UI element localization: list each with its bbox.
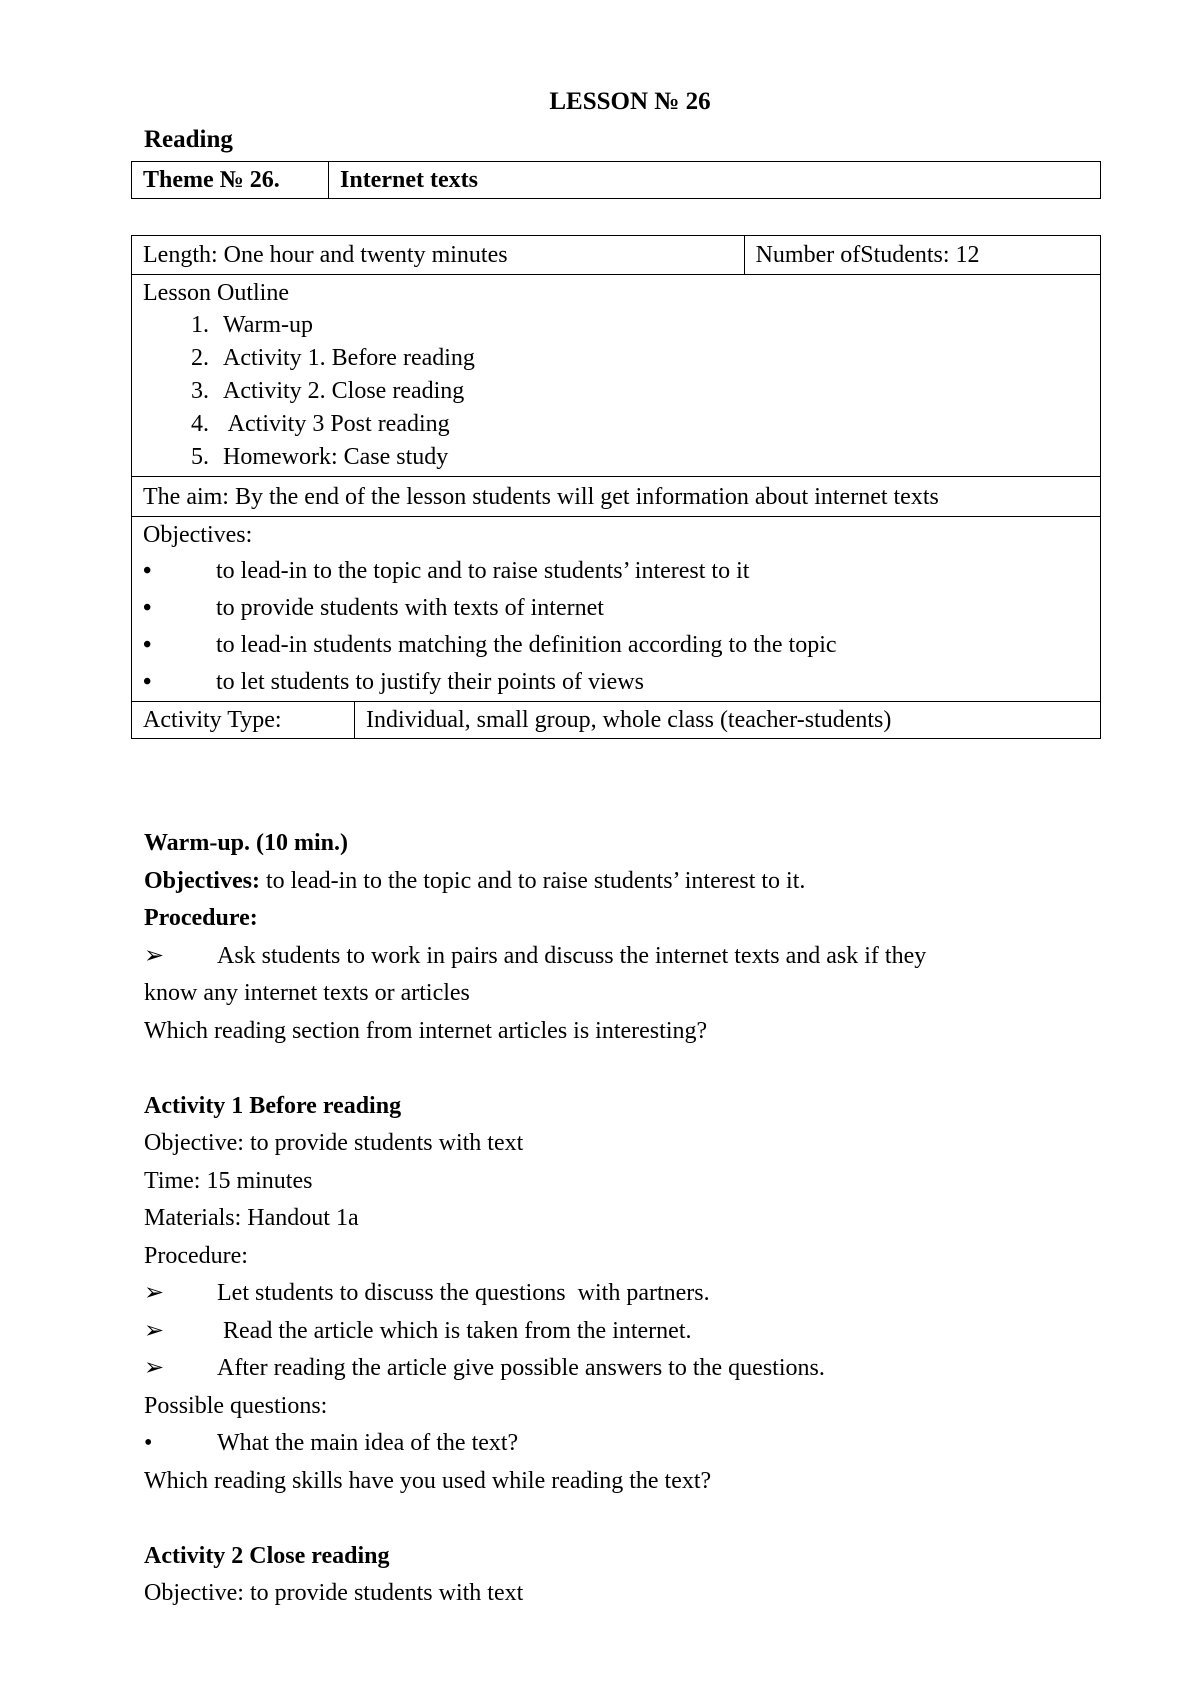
warmup-objectives xyxy=(144,863,1084,901)
activity1-step-text: After reading the article give possible answers to the questions. xyxy=(217,1355,825,1381)
lesson-subtitle: Reading xyxy=(144,126,233,153)
activity1-materials: Materials: Handout 1a xyxy=(144,1205,359,1231)
objectives-cell xyxy=(132,517,1101,702)
students-cell: Number ofStudents: 12 xyxy=(744,236,1100,275)
warmup-heading: Warm-up. (10 min.) xyxy=(144,830,348,856)
objective-text: to lead-in to the topic and to raise students’ interest to it xyxy=(216,558,750,584)
objective-item xyxy=(143,590,1089,627)
activity1-question2: Which reading skills have you used while reading the text? xyxy=(144,1467,712,1494)
warmup-step-text: Ask students to work in pairs and discuss the internet texts and ask if they xyxy=(217,942,927,969)
outline-list xyxy=(143,309,1089,476)
activity1-objective: Objective: to provide students with text xyxy=(144,1130,524,1156)
outline-title: Lesson Outline xyxy=(143,280,289,306)
outline-item: 5. Homework: Case study xyxy=(215,441,1089,474)
bullet-icon: • xyxy=(143,632,152,658)
objectives-title: Objectives: xyxy=(143,522,253,548)
bullet-icon: • xyxy=(143,558,152,584)
objective-text: to lead-in students matching the definition according to the topic xyxy=(216,632,837,658)
activity1-step xyxy=(144,1313,1084,1351)
objective-item xyxy=(143,627,1089,664)
objective-text: to let students to justify their points of views xyxy=(216,669,644,695)
lesson-body xyxy=(144,825,1084,1613)
warmup-objectives-text: to lead-in to the topic and to raise students’ interest to it. xyxy=(259,867,806,894)
activity1-step-text: Let students to discuss the questions with partners. xyxy=(217,1280,710,1306)
outline-cell xyxy=(132,275,1101,477)
activity1-procedure: Procedure: xyxy=(144,1242,248,1269)
objective-item xyxy=(143,553,1089,590)
outline-item: 3. Activity 2. Close reading xyxy=(215,375,1089,408)
activity1-question-text: What the main idea of the text? xyxy=(217,1430,519,1456)
theme-label: Theme № 26. xyxy=(132,162,329,199)
warmup-step-cont: know any internet texts or articles xyxy=(144,980,470,1006)
activity2-objective: Objective: to provide students with text xyxy=(144,1580,524,1606)
arrow-icon: ➢ xyxy=(144,942,165,969)
outline-item: 4. Activity 3 Post reading xyxy=(215,408,1089,441)
objective-item xyxy=(143,664,1089,701)
outline-item: 1. Warm-up xyxy=(215,309,1089,342)
arrow-icon: ➢ xyxy=(144,1355,165,1381)
lesson-title: LESSON № 26 xyxy=(549,88,711,115)
theme-table xyxy=(131,161,1101,199)
activity-type-value: Individual, small group, whole class (teacher-students) xyxy=(355,702,1101,739)
activity1-step-text: Read the article which is taken from the internet. xyxy=(217,1317,692,1344)
length-cell: Length: One hour and twenty minutes xyxy=(132,236,745,275)
bullet-icon: • xyxy=(143,595,152,621)
possible-questions-label: Possible questions: xyxy=(144,1392,328,1419)
bullet-icon: • xyxy=(144,1430,153,1456)
warmup-step xyxy=(144,938,1084,976)
objective-text: to provide students with texts of internet xyxy=(216,595,604,621)
warmup-question: Which reading section from internet articles is interesting? xyxy=(144,1017,708,1044)
warmup-objectives-label: Objectives: xyxy=(144,867,260,894)
outline-item: 2. Activity 1. Before reading xyxy=(215,342,1089,375)
bullet-icon: • xyxy=(143,669,152,695)
activity-type-label: Activity Type: xyxy=(132,702,355,739)
activity1-heading: Activity 1 Before reading xyxy=(144,1092,402,1119)
activity1-time: Time: 15 minutes xyxy=(144,1167,313,1194)
arrow-icon: ➢ xyxy=(144,1317,165,1344)
activity1-step xyxy=(144,1275,1084,1313)
aim-cell: The aim: By the end of the lesson students will get information about internet texts xyxy=(132,477,1101,517)
arrow-icon: ➢ xyxy=(144,1280,165,1306)
activity1-question xyxy=(144,1425,1084,1463)
warmup-procedure-label: Procedure: xyxy=(144,905,258,931)
activity2-heading: Activity 2 Close reading xyxy=(144,1542,390,1569)
theme-value: Internet texts xyxy=(329,162,1101,199)
lesson-info-table xyxy=(131,235,1101,739)
activity1-step xyxy=(144,1350,1084,1388)
